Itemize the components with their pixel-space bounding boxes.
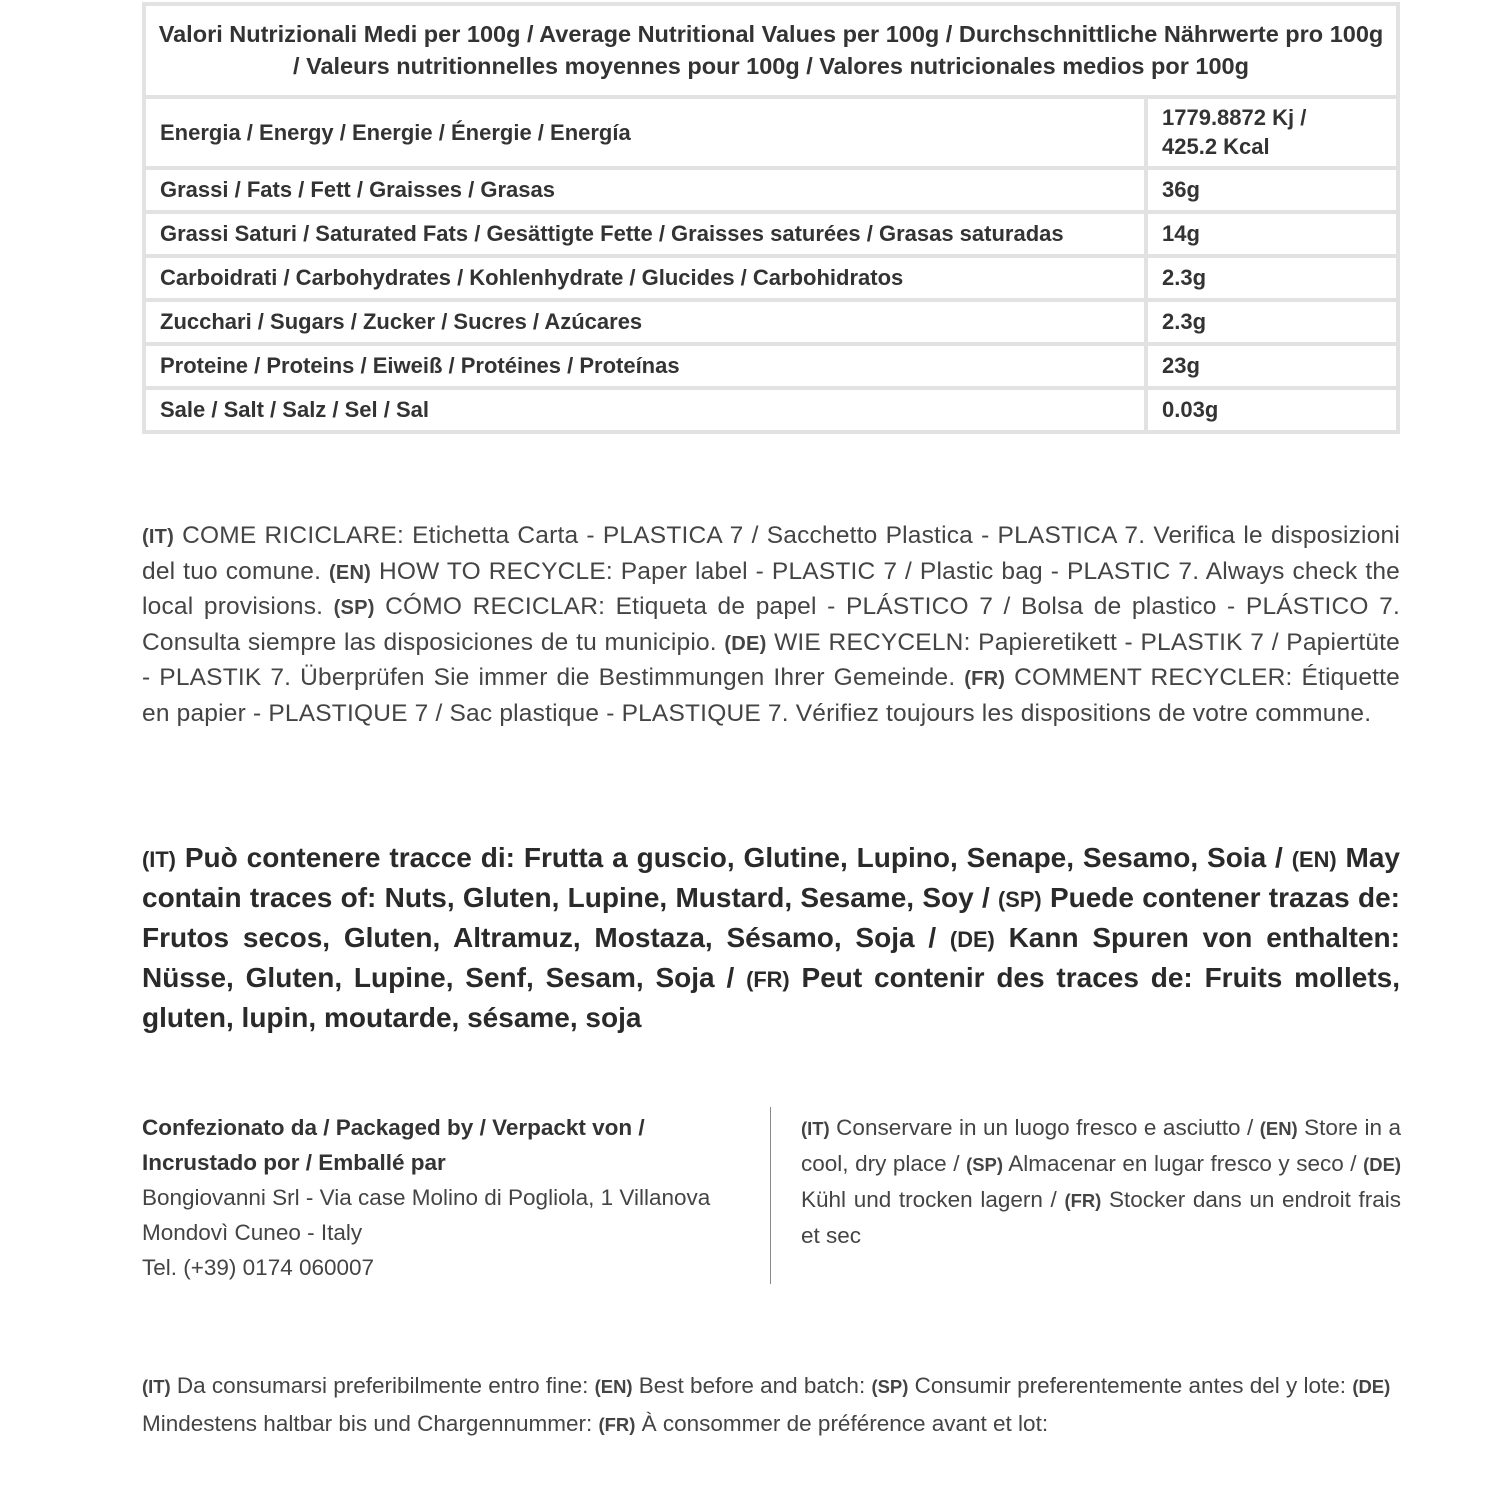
table-row (144, 212, 1398, 256)
energy-kcal: 425.2 Kcal (1162, 133, 1270, 159)
allergen-text-de: Kann Spuren von enthalten: Nüsse, Gluten, Lupine, Senf, Sesam, Soja / (142, 922, 1400, 993)
nutrient-value (1146, 97, 1398, 168)
storage-instructions (801, 1110, 1401, 1253)
language-tag-it: (IT) (142, 1376, 171, 1397)
nutrition-header-row (144, 4, 1398, 97)
nutrient-value: 2.3g (1146, 256, 1398, 300)
allergen-warning (142, 839, 1400, 1037)
nutrient-label: Energia / Energy / Energie / Énergie / Energía (144, 97, 1146, 168)
table-row (144, 168, 1398, 212)
language-tag-en: (EN) (1291, 847, 1337, 872)
allergen-text-en: May contain traces of: Nuts, Gluten, Lupine, Mustard, Sesame, Soy / (142, 842, 1401, 913)
allergen-text-it: Può contenere tracce di: Frutta a guscio, Glutine, Lupino, Senape, Sesamo, Soia / (175, 842, 1292, 873)
nutrient-label: Grassi Saturi / Saturated Fats / Gesättigte Fette / Graisses saturées / Grasas saturadas (144, 212, 1146, 256)
storage-text-it: Conservare in un luogo fresco e asciutto / (829, 1115, 1260, 1140)
nutrient-value: 0.03g (1146, 388, 1398, 432)
best-before-text-sp: Consumir preferentemente antes del y lote: (908, 1373, 1353, 1398)
language-tag-en: (EN) (594, 1376, 633, 1397)
language-tag-sp: (SP) (966, 1154, 1003, 1175)
nutrition-table (142, 2, 1400, 434)
language-tag-it: (IT) (142, 526, 175, 548)
best-before-text-de: Mindestens haltbar bis und Chargennummer: (142, 1411, 599, 1436)
nutrient-value: 36g (1146, 168, 1398, 212)
packaged-heading-line1: Confezionato da / Packaged by / Verpackt von / (142, 1115, 645, 1140)
recycle-text-en: HOW TO RECYCLE: Paper label - PLASTIC 7 / Plastic bag - PLASTIC 7. Always check the local provisions. (142, 557, 1400, 620)
language-tag-en: (EN) (1259, 1118, 1298, 1139)
column-divider (770, 1107, 771, 1284)
language-tag-fr: (FR) (1064, 1190, 1102, 1211)
energy-kj: 1779.8872 Kj / (1162, 104, 1307, 130)
nutrient-label: Sale / Salt / Salz / Sel / Sal (144, 388, 1146, 432)
allergen-text-sp: Puede contener trazas de: Frutos secos, Gluten, Altramuz, Mostaza, Sésamo, Soja / (142, 882, 1400, 953)
table-row (144, 97, 1398, 168)
language-tag-sp: (SP) (998, 887, 1042, 912)
language-tag-sp: (SP) (871, 1376, 909, 1397)
nutrient-label: Carboidrati / Carbohydrates / Kohlenhydrate / Glucides / Carbohidratos (144, 256, 1146, 300)
language-tag-de: (DE) (949, 927, 995, 952)
nutrition-header: Valori Nutrizionali Medi per 100g / Average Nutritional Values per 100g / Durchschnittliche Nährwerte pro 100g / Valeurs nutritionnelles moyennes pour 100g / Valores nutricionales medios por 100g (144, 4, 1398, 97)
best-before-text-en: Best before and batch: (632, 1373, 872, 1398)
nutrient-value: 23g (1146, 344, 1398, 388)
table-row (144, 300, 1398, 344)
table-row (144, 256, 1398, 300)
language-tag-sp: (SP) (333, 597, 375, 619)
storage-text-fr: Stocker dans un endroit frais et sec (801, 1187, 1401, 1248)
best-before-text-it: Da consumarsi preferibilmente entro fine: (170, 1373, 595, 1398)
nutrient-value: 14g (1146, 212, 1398, 256)
storage-text-sp: Almacenar en lugar fresco y seco / (1002, 1151, 1364, 1176)
storage-text-de: Kühl und trocken lagern / (801, 1187, 1065, 1212)
language-tag-fr: (FR) (598, 1414, 636, 1435)
language-tag-it: (IT) (801, 1118, 830, 1139)
allergen-text-fr: Peut contenir des traces de: Fruits mollets, gluten, lupin, moutarde, sésame, soja (142, 962, 1400, 1033)
recycle-text-fr: COMMENT RECYCLER: Étiquette en papier - PLASTIQUE 7 / Sac plastique - PLASTIQUE 7. Vérifiez toujours les dispositions de votre commune. (142, 664, 1400, 727)
packager-address-line1: Bongiovanni Srl - Via case Molino di Pogliola, 1 Villanova (142, 1185, 711, 1210)
best-before-notice (142, 1367, 1400, 1443)
recycle-text-sp: CÓMO RECICLAR: Etiqueta de papel - PLÁSTICO 7 / Bolsa de plastico - PLÁSTICO 7. Consulta siempre las disposiciones de tu municipio. (142, 593, 1400, 656)
table-row (144, 388, 1398, 432)
recycle-text-de: WIE RECYCELN: Papieretikett - PLASTIK 7 / Papiertüte - PLASTIK 7. Überprüfen Sie immer die Bestimmungen Ihrer Gemeinde. (142, 628, 1400, 691)
recycle-text-it: COME RICICLARE: Etichetta Carta - PLASTICA 7 / Sacchetto Plastica - PLASTICA 7. Verifica le disposizioni del tuo comune. (142, 522, 1400, 585)
language-tag-en: (EN) (328, 561, 372, 584)
language-tag-de: (DE) (724, 632, 767, 655)
best-before-text-fr: À consommer de préférence avant et lot: (635, 1411, 1049, 1436)
language-tag-fr: (FR) (746, 967, 790, 992)
packaged-by-block (142, 1110, 752, 1285)
nutrient-value: 2.3g (1146, 300, 1398, 344)
nutrient-label: Proteine / Proteins / Eiweiß / Protéines / Proteínas (144, 344, 1146, 388)
packager-address-line2: Mondovì Cuneo - Italy (142, 1220, 363, 1245)
nutrient-label: Zucchari / Sugars / Zucker / Sucres / Azúcares (144, 300, 1146, 344)
language-tag-it: (IT) (142, 847, 176, 872)
recycling-instructions (142, 519, 1400, 731)
packaged-heading-line2: Incrustado por / Emballé par (142, 1150, 446, 1175)
table-row (144, 344, 1398, 388)
storage-text-en: Store in a cool, dry place / (801, 1115, 1401, 1176)
language-tag-de: (DE) (1352, 1376, 1391, 1397)
packager-phone: Tel. (+39) 0174 060007 (142, 1255, 375, 1280)
nutrient-label: Grassi / Fats / Fett / Graisses / Grasas (144, 168, 1146, 212)
language-tag-de: (DE) (1363, 1154, 1402, 1175)
language-tag-fr: (FR) (964, 668, 1006, 690)
